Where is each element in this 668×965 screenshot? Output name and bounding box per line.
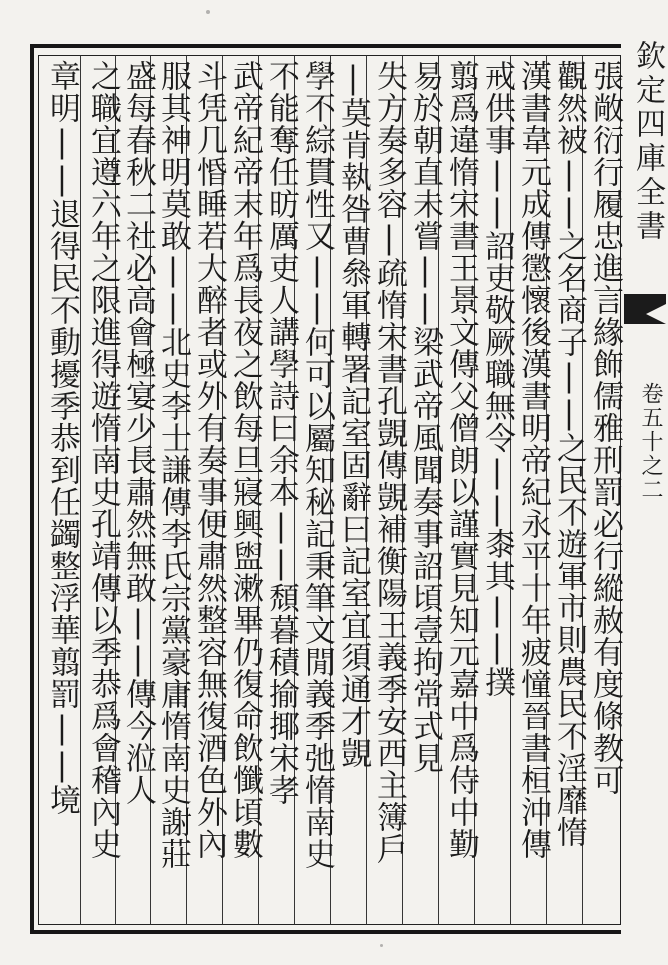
text-column-10: 不能奪任昉厲吏人講學詩曰余本||頹暮積揄揶宋孝	[263, 60, 299, 806]
text-column-15: 之職宜遵六年之限進得遊惰南史孔靖傳以季恭爲會稽內史	[85, 60, 121, 860]
text-column-1: 張敞衍行履忠進言緣飾儒雅刑罰必行縱赦有度條教可	[587, 60, 623, 796]
text-column-12: 斗凭几惛睡若大醉者或外有奏事便肅然整容無復酒色外內	[191, 60, 227, 860]
text-column-11: 武帝紀帝末年爲長夜之飲每旦寢興盥漱畢仍復命飲懺頃數	[227, 60, 263, 860]
text-column-2: 觀然被||之名商子||之民不遊軍市則農民不淫靡惰	[551, 60, 587, 848]
scan-speck	[206, 10, 210, 14]
text-column-4: 戒供事||詔吏敬厥職無令||桼其||撲	[479, 60, 515, 698]
text-column-3: 漢書韋元成傳懲懷後漢書明帝紀永平十年疲憧晉書桓沖傳	[515, 60, 551, 860]
text-column-9: 學不綜貫性又||何可以屬知秘記秉筆文閒義季弛惰南史	[299, 60, 335, 870]
text-column-14: 盛每春秋二社必高會極宴少長肅然無敢||傳今涖人	[120, 60, 156, 806]
text-column-7: 失方奏多容|疏惰宋書孔覬傳覬補衡陽王義季安西主簿戶	[371, 60, 407, 865]
volume-label: 卷五十之二	[638, 382, 663, 502]
text-column-5: 翦爲違惰宋書王景文傳父僧朗以謹實見知元嘉中爲侍中勤	[443, 60, 479, 860]
text-column-8: |莫肯執咎曹叅軍轉署記室固辭曰記室宜須通才覬	[335, 60, 371, 769]
fishtail-mark-icon	[622, 292, 668, 326]
text-column-13: 服其神明莫敢||北史李士謙傳李氏宗黨豪庸惰南史謝莊	[155, 60, 191, 870]
scan-speck	[380, 944, 383, 947]
text-column-16: 章明||退得民不動擾季恭到任蠲整浮華翦罰||境	[44, 60, 80, 816]
text-column-6: 易於朝直未嘗||梁武帝風聞奏事詔頃壹拘常式見	[407, 60, 443, 774]
running-head: 欽定四庫全書	[630, 40, 665, 244]
top-corner-mask	[560, 0, 668, 40]
